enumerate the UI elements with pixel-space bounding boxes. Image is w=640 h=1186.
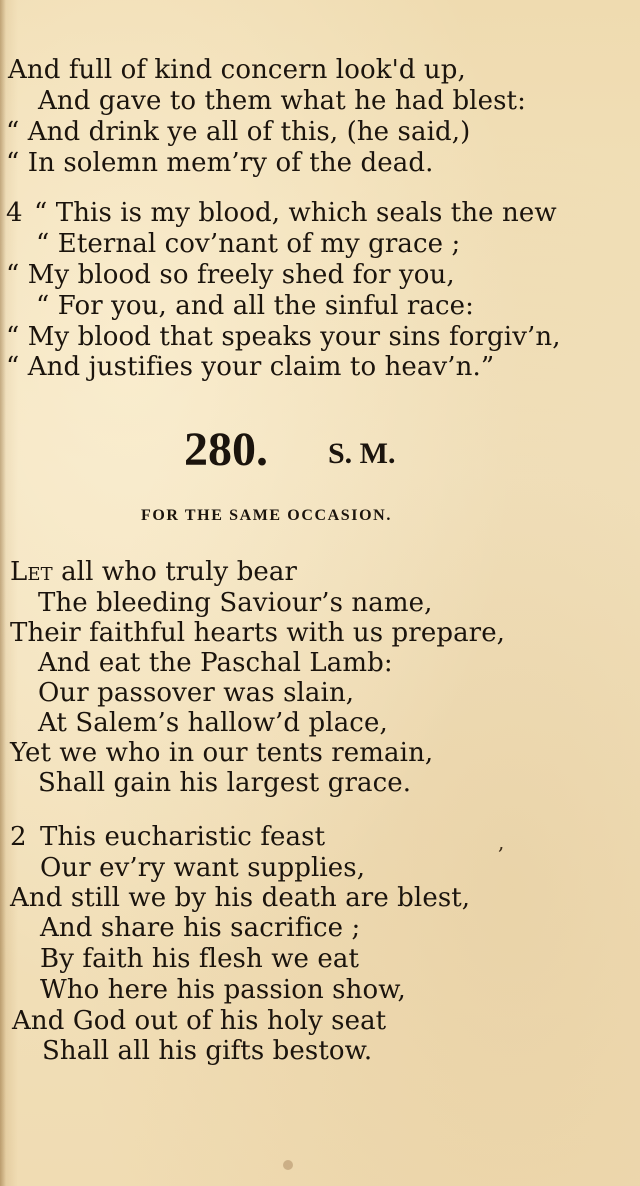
verse-line: And share his sacrifice ; (40, 913, 361, 943)
stray-print-mark: , (498, 830, 505, 854)
verse-line: And gave to them what he had blest: (38, 86, 526, 116)
verse-line: “ For you, and all the sinful race: (36, 291, 475, 321)
verse-line: “ My blood so freely shed for you, (6, 260, 455, 290)
verse-line: Their faithful hearts with us prepare, (10, 618, 506, 648)
verse-line: And full of kind concern look'd up, (8, 55, 466, 85)
hymn-number: 280. (184, 423, 268, 476)
verse-line: “ This is my blood, which seals the new (34, 198, 557, 228)
verse-number: 2 (10, 822, 27, 852)
verse-line: At Salem’s hallow’d place, (38, 708, 388, 738)
verse-line: Who here his passion show, (40, 975, 406, 1005)
verse-line: And eat the Paschal Lamb: (38, 648, 393, 678)
verse-line: The bleeding Saviour’s name, (38, 588, 433, 618)
hymn-subtitle: FOR THE SAME OCCASION. (141, 507, 392, 524)
verse-line: “ Eternal cov’nant of my grace ; (36, 229, 461, 259)
verse-line: “ My blood that speaks your sins forgiv’n, (6, 322, 561, 352)
verse-line: By faith his flesh we eat (40, 944, 360, 974)
verse-first-word: Let (10, 557, 53, 587)
verse-line: “ And drink ye all of this, (he said,) (6, 117, 471, 147)
verse-line: Yet we who in our tents remain, (10, 738, 434, 768)
verse-line: Our ev’ry want supplies, (40, 853, 366, 883)
verse-number: 4 (6, 198, 23, 228)
paper-spot (283, 1160, 293, 1170)
verse-line-rest: all who truly bear (52, 557, 298, 587)
verse-line (10, 557, 297, 587)
verse-line: Our passover was slain, (38, 678, 355, 708)
verse-line: “ And justifies your claim to heav’n.” (6, 352, 495, 382)
verse-line: “ In solemn mem’ry of the dead. (6, 148, 434, 178)
verse-line: Shall gain his largest grace. (38, 768, 412, 798)
verse-line: Shall all his gifts bestow. (42, 1036, 373, 1066)
verse-line: And still we by his death are blest, (10, 883, 471, 913)
verse-line: This eucharistic feast (40, 822, 326, 852)
verse-line: And God out of his holy seat (12, 1006, 387, 1036)
hymn-meter: S. M. (328, 437, 396, 470)
